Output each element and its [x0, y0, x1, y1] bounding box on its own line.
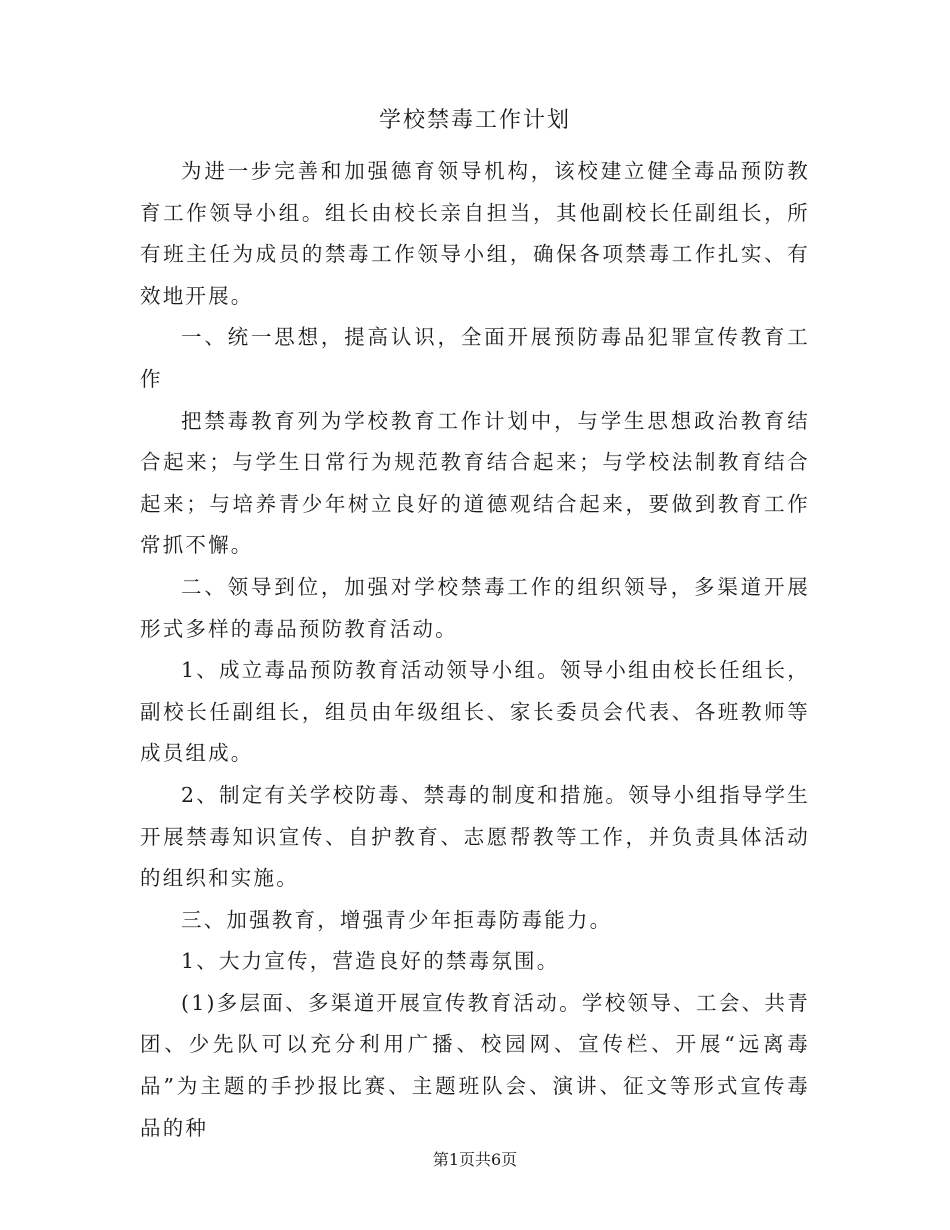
page-number-footer: 第1页共6页 — [432, 1150, 518, 1169]
section-heading: 一、统一思想，提高认识，全面开展预防毒品犯罪宣传教育工作 — [140, 325, 810, 391]
section-heading: 三、加强教育，增强青少年拒毒防毒能力。 — [181, 907, 613, 932]
paragraph: 1、大力宣传，营造良好的禁毒氛围。 — [181, 949, 560, 974]
paragraph: 把禁毒教育列为学校教育工作计划中，与学生思想政治教育结合起来；与学生日常行为规范教育结合起来；与学校法制教育结合起来；与培养青少年树立良好的道德观结合起来，要做到教育工作常抓不懈。 — [140, 408, 810, 558]
paragraph: 1、成立毒品预防教育活动领导小组。领导小组由校长任组长，副校长任副组长，组员由年级组长、家长委员会代表、各班教师等成员组成。 — [140, 658, 810, 766]
paragraph: (1)多层面、多渠道开展宣传教育活动。学校领导、工会、共青团、少先队可以充分利用广播、校园网、宣传栏、开展“远离毒品”为主题的手抄报比赛、主题班队会、演讲、征文等形式宣传毒品的种 — [140, 990, 810, 1140]
document-title: 学校禁毒工作计划 — [378, 108, 571, 133]
paragraph: 为进一步完善和加强德育领导机构，该校建立健全毒品预防教育工作领导小组。组长由校长亲自担当，其他副校长任副组长，所有班主任为成员的禁毒工作领导小组，确保各项禁毒工作扎实、有效地开展。 — [140, 159, 810, 308]
document-body — [140, 151, 810, 1149]
section-heading: 二、领导到位，加强对学校禁毒工作的组织领导，多渠道开展形式多样的毒品预防教育活动。 — [140, 574, 810, 641]
paragraph: 2、制定有关学校防毒、禁毒的制度和措施。领导小组指导学生开展禁毒知识宣传、自护教育、志愿帮教等工作，并负责具体活动的组织和实施。 — [140, 782, 810, 891]
